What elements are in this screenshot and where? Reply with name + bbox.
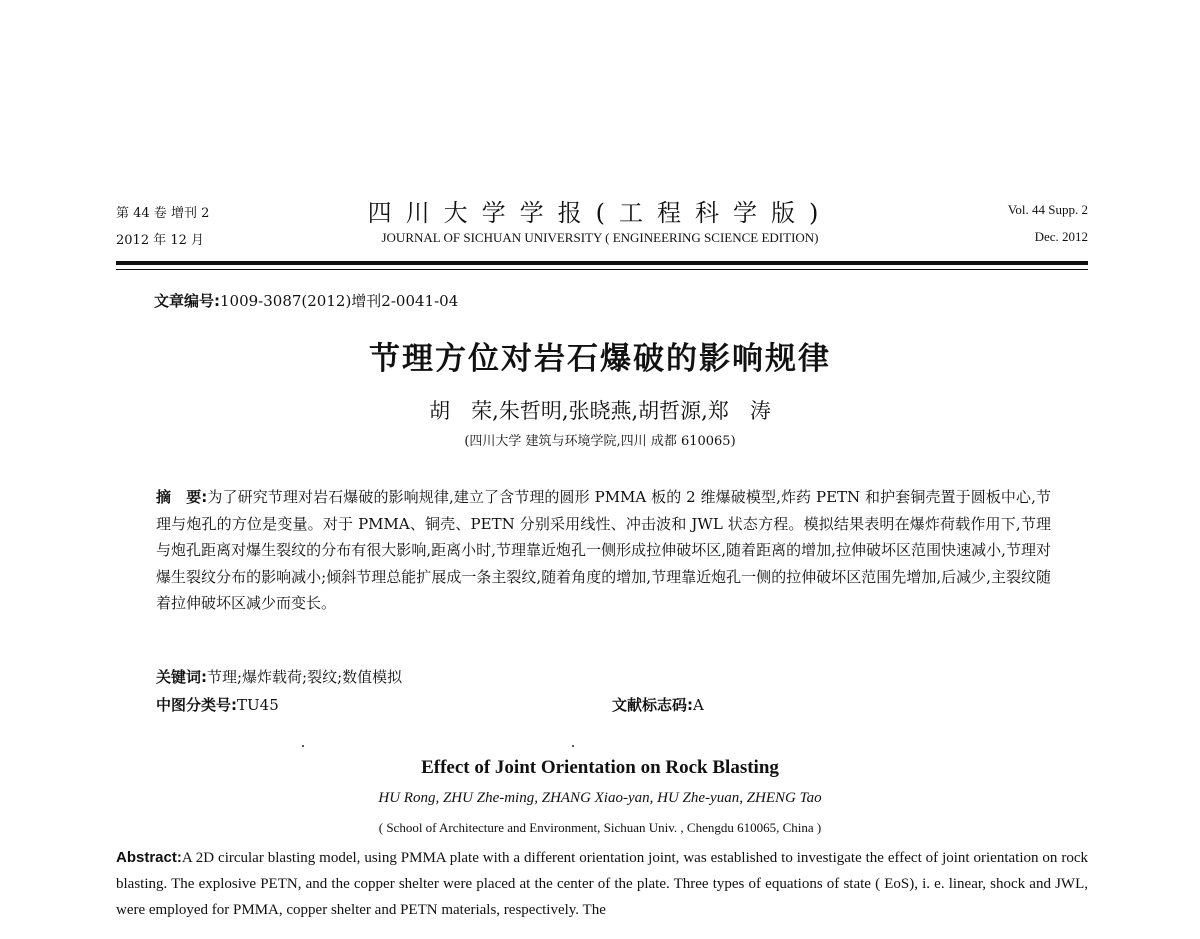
authors-en: HU Rong, ZHU Zhe-ming, ZHANG Xiao-yan, HU Zhe-yuan, ZHENG Tao (378, 790, 822, 806)
scan-speck (572, 745, 574, 747)
article-title-en: Effect of Joint Orientation on Rock Blasting (421, 757, 779, 778)
clc-value: TU45 (237, 696, 279, 714)
header-rule-thick (116, 261, 1088, 265)
article-id-value: 1009-3087(2012)增刊2-0041-04 (220, 292, 459, 310)
keywords-cn-label: 关键词: (156, 668, 207, 686)
date-en: Dec. 2012 (1034, 229, 1088, 244)
abstract-cn-text: 为了研究节理对岩石爆破的影响规律,建立了含节理的圆形 PMMA 板的 2 维爆破模型,炸药 PETN 和护套铜壳置于圆板中心,节理与炮孔的方位是变量。对于 PMMA、铜壳、PETN 分别采用线性、冲击波和 JWL 状态方程。模拟结果表明在爆炸荷载作用下,节理与炮孔距离对爆生裂纹的分布有很大影响,距离小时,节理靠近炮孔一侧形成拉伸破坏区,随着距离的增加,拉伸破坏区范围快速减小,节理对爆生裂纹分布的影响减小;倾斜节理总能扩展成一条主裂纹,随着角度的增加,节理靠近炮孔一侧的拉伸破坏区范围先增加,后减少,主裂纹随着拉伸破坏区减少而变长。 (156, 488, 1051, 613)
abstract-cn (156, 484, 1051, 617)
clc-number (156, 694, 279, 715)
volume-issue-cn: 第 44 卷 增刊 2 (116, 206, 210, 221)
authors-cn: 胡 荣,朱哲明,张晓燕,胡哲源,郑 涛 (429, 399, 771, 423)
affiliation-cn: (四川大学 建筑与环境学院,四川 成都 610065) (464, 434, 736, 449)
clc-label: 中图分类号: (156, 696, 237, 714)
abstract-cn-label: 摘 要: (156, 488, 208, 506)
header-rule-thin (116, 269, 1088, 270)
affiliation-en: ( School of Architecture and Environment, Sichuan Univ. , Chengdu 610065, China ) (378, 820, 822, 835)
volume-issue-en: Vol. 44 Supp. 2 (1007, 202, 1088, 217)
keywords-cn-text: 节理;爆炸载荷;裂纹;数值模拟 (207, 668, 403, 686)
doc-code-value: A (693, 696, 704, 714)
abstract-en (116, 845, 1088, 923)
scan-speck (302, 745, 304, 747)
abstract-en-label: Abstract: (116, 849, 182, 866)
article-title-cn: 节理方位对岩石爆破的影响规律 (369, 341, 831, 377)
date-cn: 2012 年 12 月 (116, 233, 205, 248)
journal-name-en: JOURNAL OF SICHUAN UNIVERSITY ( ENGINEERING SCIENCE EDITION) (381, 230, 819, 245)
journal-name-cn: 四川大学学报(工程科学版) (367, 199, 833, 227)
article-id-label: 文章编号: (154, 292, 220, 310)
document-code (612, 694, 704, 715)
keywords-cn (156, 666, 402, 687)
abstract-en-text: A 2D circular blasting model, using PMMA plate with a different orientation joint, was established to investigate the effect of joint orientation on rock blasting. The explosive PETN, and the copper shelter were placed at the center of the plate. Three types of equations of state ( EoS), i. e. linear, shock and JWL, were employed for PMMA, copper shelter and PETN materials, respectively. The (116, 850, 1088, 918)
doc-code-label: 文献标志码: (612, 696, 693, 714)
article-id (154, 290, 458, 311)
